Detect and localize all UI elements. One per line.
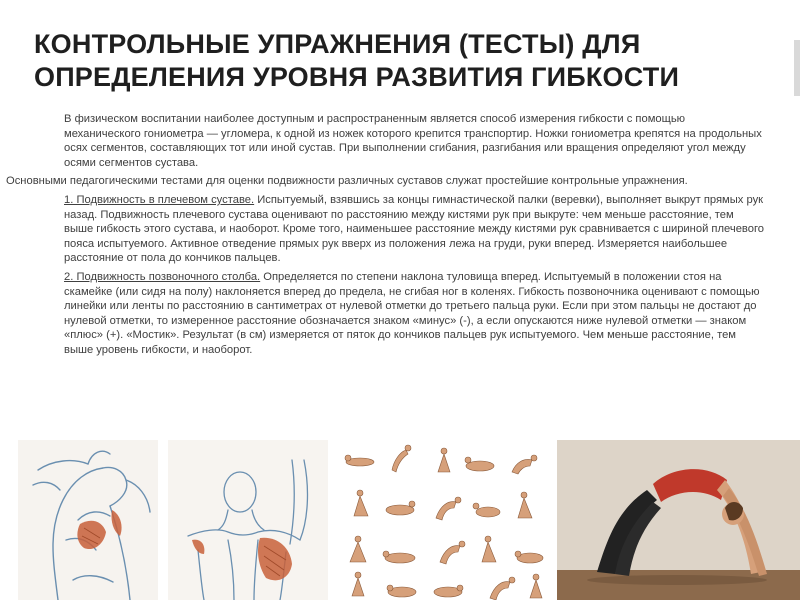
paragraph-text: Испытуемый, взявшись за концы гимнастической палки (веревки), выполняет выкрут прямых рук назад. Подвижность плечевого сустава оценивают по расстоянию между кистями рук при выкруте: чем меньше расстояние, тем выше гибкость этого сустава, и наоборот. Кроме того, наименьшее расстояние между кистями рук сравнивается с шириной плечевого пояса испытуемого. Активное отведение прямых рук вверх из положения лежа на груди, руки вперед. Измеряется наибольшее расстояние от пола до кончиков пальцев. [64, 193, 765, 265]
slide-body [6, 112, 765, 362]
bullet-icon [34, 193, 44, 207]
shoulder-anatomy-sketch [18, 440, 158, 600]
paragraph-text: Определяется по степени наклона туловища вперед. Испытуемый в положении стоя на скамейке (или сидя на полу) наклоняется вперед до предела, не сгибая ног в коленях. Гибкость позвоночника оценивают с помощью линейки или ленты по расстоянию в сантиметрах от нулевой отметки до третьего пальца руки. Если при этом пальцы не достают до нулевой отметки, то измеренное расстояние обозначается знаком «минус» (-), а если опускаются ниже нулевой отметки — знаком «плюс» (+). «Мостик». Результат (в см) измеряется от пяток до кончиков пальцев рук испытуемого. Чем меньше расстояние, тем выше уровень гибкости, и наоборот. [64, 270, 760, 356]
slide-title-line-2: ОПРЕДЕЛЕНИЯ УРОВНЯ РАЗВИТИЯ ГИБКОСТИ [34, 62, 680, 92]
chest-anatomy-sketch [168, 440, 328, 600]
slide-title-line-1: КОНТРОЛЬНЫЕ УПРАЖНЕНИЯ (ТЕСТЫ) ДЛЯ [34, 29, 641, 59]
bridge-pose-photo [557, 440, 800, 600]
bullet-icon [34, 112, 44, 126]
paragraph-text: В физическом воспитании наиболее доступным и распространенным является способ измерения гибкости с помощью механического гониометра — угломера, к одной из ножек которого крепится транспортир. Ножки гониометра крепятся на продольных осях сегментов, составляющих тот или иной сустав. При выполнении сгибания, разгибания или вращения определяют угол между осями сегментов сустава. [64, 113, 762, 169]
paragraph-goniometer [34, 112, 764, 170]
slide-title [34, 28, 774, 94]
paragraph-shoulder [34, 193, 764, 266]
paragraph-text: Основными педагогическими тестами для оценки подвижности различных суставов служат простейшие контрольные упражнения. [6, 175, 688, 188]
paragraph-tests-intro [6, 174, 764, 189]
bullet-icon [34, 270, 44, 284]
paragraph-heading: 1. Подвижность в плечевом суставе. [64, 193, 255, 206]
flexibility-exercises-grid [340, 442, 552, 600]
paragraph-heading: 2. Подвижность позвоночного столба. [64, 270, 261, 283]
paragraph-spine [34, 270, 764, 358]
decorative-rule [794, 40, 800, 96]
illustrations-row [0, 436, 800, 600]
